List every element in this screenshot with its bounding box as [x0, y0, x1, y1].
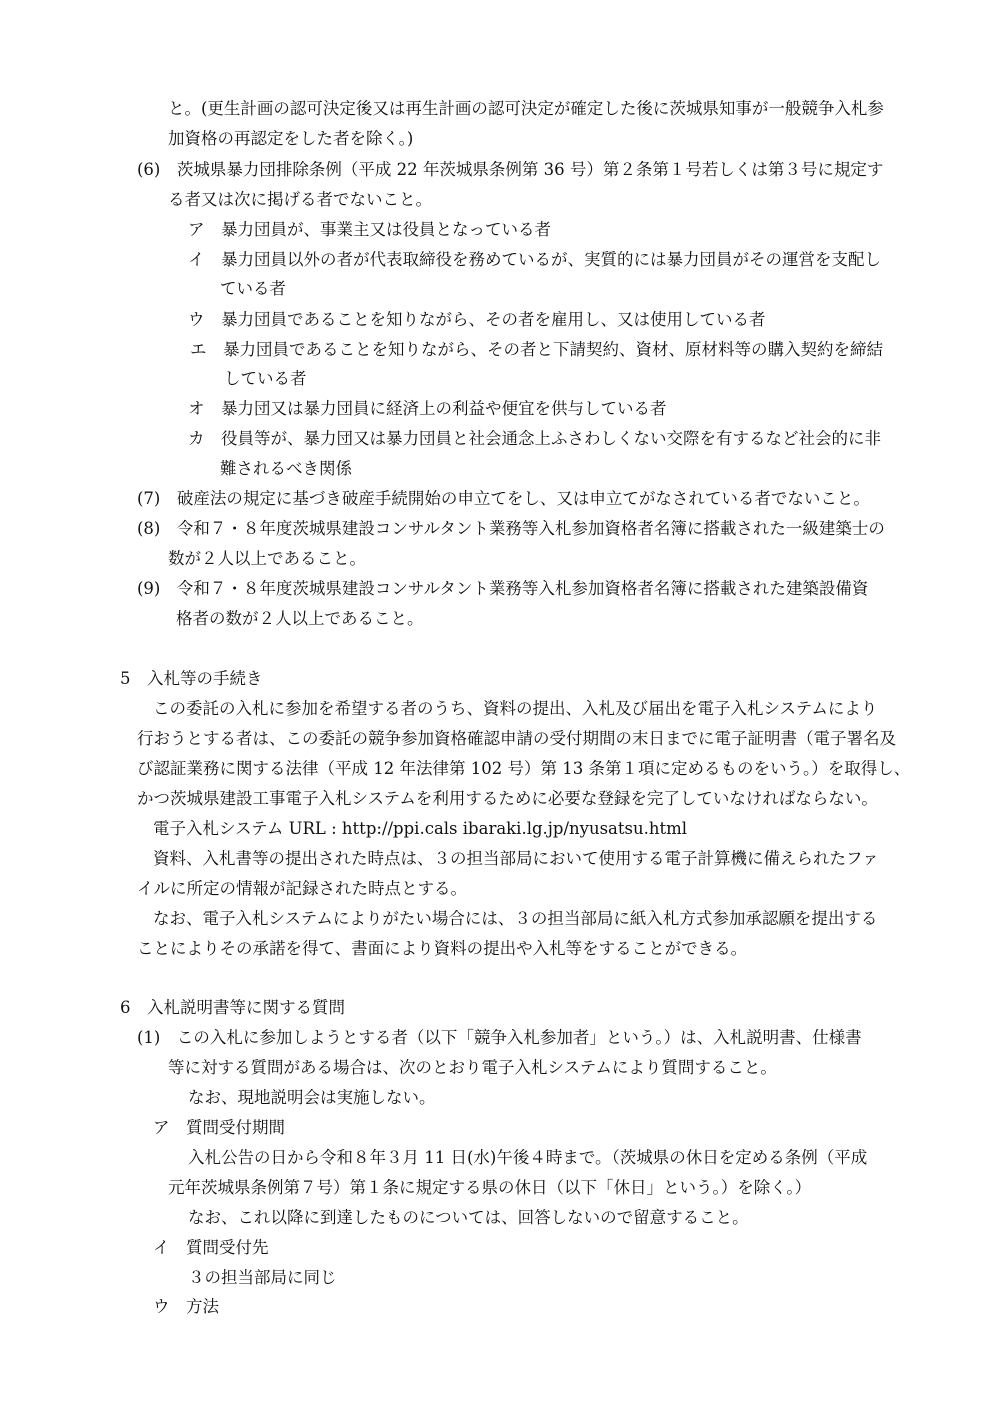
text-line: イ 暴力団員以外の者が代表取締役を務めているが、実質的には暴力団員がその運営を支配し [188, 250, 881, 269]
text-line: ことによりその承諾を得て、書面により資料の提出や入札等をすることができる。 [137, 939, 748, 958]
text-line: この委託の入札に参加を希望する者のうち、資料の提出、入札及び届出を電子入札システムにより [153, 699, 878, 718]
text-line: なお、現地説明会は実施しない。 [188, 1088, 436, 1107]
text-line: している者 [224, 369, 307, 388]
text-line: (8) 令和７・８年度茨城県建設コンサルタント業務等入札参加資格者名簿に搭載された一級建築士の [137, 519, 885, 538]
section-heading: 6 入札説明書等に関する質問 [120, 998, 345, 1017]
text-line: (9) 令和７・８年度茨城県建設コンサルタント業務等入札参加資格者名簿に搭載された建築設備資 [137, 579, 869, 598]
text-line: 格者の数が２人以上であること。 [176, 609, 424, 628]
text-line: ウ 暴力団員であることを知りながら、その者を雇用し、又は使用している者 [188, 310, 766, 329]
url-line: 電子入札システム URL : http://ppi.cals ibaraki.lg.jp/nyusatsu.html [153, 819, 688, 838]
text-line: ア 質問受付期間 [153, 1118, 285, 1137]
text-line: エ 暴力団員であることを知りながら、その者と下請契約、資材、原材料等の購入契約を締結 [190, 340, 883, 359]
text-line: なお、これ以降に到達したものについては、回答しないので留意すること。 [188, 1208, 749, 1227]
text-line: る者又は次に掲げる者でないこと。 [168, 190, 432, 209]
text-line: ている者 [220, 279, 286, 298]
text-line: オ 暴力団又は暴力団員に経済上の利益や便宜を供与している者 [188, 399, 667, 418]
text-line: 数が２人以上であること。 [168, 549, 366, 568]
text-line: (7) 破産法の規定に基づき破産手続開始の申立てをし、又は申立てがなされている者でないこと。 [137, 489, 870, 508]
text-line: 元年茨城県条例第７号）第１条に規定する県の休日（以下「休日」という。）を除く。） [168, 1178, 812, 1197]
text-line: 行おうとする者は、この委託の競争参加資格確認申請の受付期間の末日までに電子証明書（電子署名及 [137, 729, 896, 748]
text-line: 入札公告の日から令和８年３月 11 日(水)午後４時まで。（茨城県の休日を定める条例（平成 [188, 1148, 868, 1167]
text-line: 資料、入札書等の提出された時点は、３の担当部局において使用する電子計算機に備えられたファ [153, 849, 879, 868]
text-line: (1) この入札に参加しようとする者（以下「競争入札参加者」という。）は、入札説明書、仕様書 [137, 1028, 862, 1047]
text-line: かつ茨城県建設工事電子入札システムを利用するために必要な登録を完了していなければならない。 [137, 789, 878, 808]
text-line: 等に対する質問がある場合は、次のとおり電子入札システムにより質問すること。 [168, 1058, 777, 1077]
text-line: なお、電子入札システムによりがたい場合には、３の担当部局に紙入札方式参加承認願を提出する [153, 909, 878, 928]
text-line: ア 暴力団員が、事業主又は役員となっている者 [188, 220, 551, 239]
text-line: イルに所定の情報が記録された時点とする。 [137, 879, 467, 898]
section-heading: 5 入札等の手続き [120, 669, 263, 688]
text-line: カ 役員等が、暴力団又は暴力団員と社会通念上ふさわしくない交際を有するなど社会的に非 [188, 429, 881, 448]
text-line: イ 質問受付先 [153, 1238, 269, 1257]
text-line: (6) 茨城県暴力団排除条例（平成 22 年茨城県条例第 36 号）第２条第１号若しくは第３号に規定す [137, 160, 884, 179]
text-line: 難されるべき関係 [220, 459, 352, 478]
text-line: 加資格の再認定をした者を除く。) [168, 129, 414, 148]
text-line: ３の担当部局に同じ [188, 1268, 337, 1287]
text-line: と。(更生計画の認可決定後又は再生計画の認可決定が確定した後に茨城県知事が一般競争入札参 [168, 99, 884, 118]
text-line: ウ 方法 [153, 1297, 219, 1316]
text-line: び認証業務に関する法律（平成 12 年法律第 102 号）第 13 条第１項に定めるものをいう。）を取得し、 [137, 759, 911, 778]
